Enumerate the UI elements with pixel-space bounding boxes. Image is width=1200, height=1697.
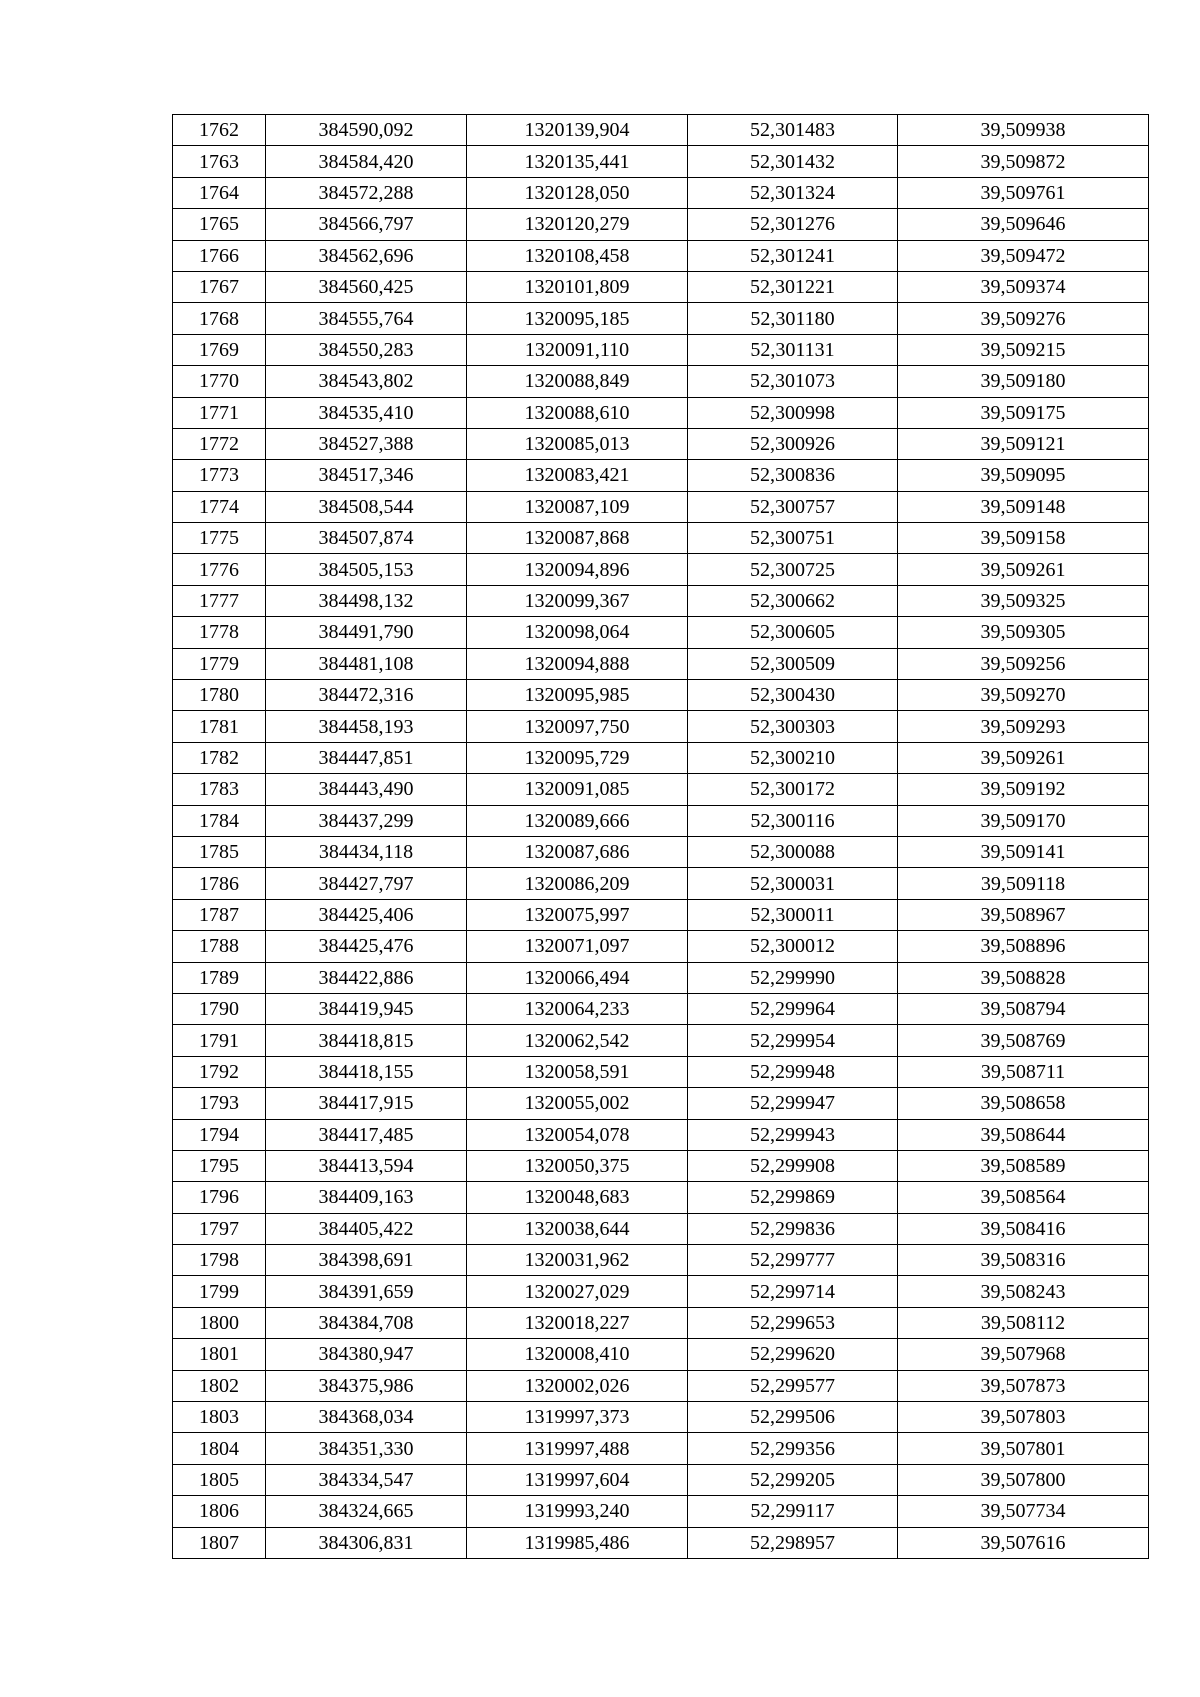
latitude-cell: 52,301221 — [688, 271, 898, 302]
point-number-cell: 1766 — [173, 240, 266, 271]
longitude-cell: 39,509325 — [898, 585, 1149, 616]
longitude-cell: 39,508769 — [898, 1025, 1149, 1056]
x-coordinate-cell: 384409,163 — [266, 1182, 467, 1213]
longitude-cell: 39,509293 — [898, 711, 1149, 742]
x-coordinate-cell: 384368,034 — [266, 1402, 467, 1433]
longitude-cell: 39,507968 — [898, 1339, 1149, 1370]
point-number-cell: 1805 — [173, 1464, 266, 1495]
y-coordinate-cell: 1320087,686 — [467, 836, 688, 867]
point-number-cell: 1807 — [173, 1527, 266, 1558]
point-number-cell: 1775 — [173, 523, 266, 554]
table-row — [173, 146, 1149, 177]
x-coordinate-cell: 384562,696 — [266, 240, 467, 271]
point-number-cell: 1792 — [173, 1056, 266, 1087]
x-coordinate-cell: 384437,299 — [266, 805, 467, 836]
x-coordinate-cell: 384425,476 — [266, 931, 467, 962]
y-coordinate-cell: 1320095,985 — [467, 680, 688, 711]
point-number-cell: 1794 — [173, 1119, 266, 1150]
x-coordinate-cell: 384422,886 — [266, 962, 467, 993]
y-coordinate-cell: 1320097,750 — [467, 711, 688, 742]
latitude-cell: 52,299954 — [688, 1025, 898, 1056]
x-coordinate-cell: 384543,802 — [266, 366, 467, 397]
latitude-cell: 52,300926 — [688, 428, 898, 459]
longitude-cell: 39,509761 — [898, 177, 1149, 208]
table-row — [173, 1213, 1149, 1244]
latitude-cell: 52,301432 — [688, 146, 898, 177]
latitude-cell: 52,301276 — [688, 209, 898, 240]
table-row — [173, 177, 1149, 208]
y-coordinate-cell: 1320091,085 — [467, 774, 688, 805]
latitude-cell: 52,299653 — [688, 1307, 898, 1338]
table-row — [173, 711, 1149, 742]
table-row — [173, 617, 1149, 648]
latitude-cell: 52,300757 — [688, 491, 898, 522]
table-row — [173, 397, 1149, 428]
point-number-cell: 1779 — [173, 648, 266, 679]
y-coordinate-cell: 1320031,962 — [467, 1245, 688, 1276]
longitude-cell: 39,508967 — [898, 899, 1149, 930]
table-row — [173, 1339, 1149, 1370]
x-coordinate-cell: 384405,422 — [266, 1213, 467, 1244]
y-coordinate-cell: 1320075,997 — [467, 899, 688, 930]
y-coordinate-cell: 1320091,110 — [467, 334, 688, 365]
point-number-cell: 1782 — [173, 742, 266, 773]
latitude-cell: 52,299714 — [688, 1276, 898, 1307]
latitude-cell: 52,300088 — [688, 836, 898, 867]
point-number-cell: 1772 — [173, 428, 266, 459]
table-row — [173, 1307, 1149, 1338]
x-coordinate-cell: 384555,764 — [266, 303, 467, 334]
point-number-cell: 1791 — [173, 1025, 266, 1056]
x-coordinate-cell: 384505,153 — [266, 554, 467, 585]
y-coordinate-cell: 1320139,904 — [467, 115, 688, 146]
table-row — [173, 523, 1149, 554]
point-number-cell: 1780 — [173, 680, 266, 711]
point-number-cell: 1781 — [173, 711, 266, 742]
longitude-cell: 39,509215 — [898, 334, 1149, 365]
y-coordinate-cell: 1320055,002 — [467, 1088, 688, 1119]
latitude-cell: 52,298957 — [688, 1527, 898, 1558]
x-coordinate-cell: 384443,490 — [266, 774, 467, 805]
latitude-cell: 52,300605 — [688, 617, 898, 648]
point-number-cell: 1763 — [173, 146, 266, 177]
longitude-cell: 39,508112 — [898, 1307, 1149, 1338]
x-coordinate-cell: 384560,425 — [266, 271, 467, 302]
table-row — [173, 774, 1149, 805]
y-coordinate-cell: 1320099,367 — [467, 585, 688, 616]
point-number-cell: 1774 — [173, 491, 266, 522]
point-number-cell: 1783 — [173, 774, 266, 805]
point-number-cell: 1789 — [173, 962, 266, 993]
table-row — [173, 1088, 1149, 1119]
latitude-cell: 52,299908 — [688, 1150, 898, 1181]
x-coordinate-cell: 384481,108 — [266, 648, 467, 679]
x-coordinate-cell: 384425,406 — [266, 899, 467, 930]
latitude-cell: 52,299777 — [688, 1245, 898, 1276]
table-row — [173, 1276, 1149, 1307]
latitude-cell: 52,300836 — [688, 460, 898, 491]
longitude-cell: 39,507616 — [898, 1527, 1149, 1558]
point-number-cell: 1800 — [173, 1307, 266, 1338]
point-number-cell: 1802 — [173, 1370, 266, 1401]
x-coordinate-cell: 384391,659 — [266, 1276, 467, 1307]
longitude-cell: 39,509261 — [898, 554, 1149, 585]
longitude-cell: 39,509095 — [898, 460, 1149, 491]
longitude-cell: 39,507801 — [898, 1433, 1149, 1464]
table-row — [173, 1245, 1149, 1276]
y-coordinate-cell: 1320095,185 — [467, 303, 688, 334]
x-coordinate-cell: 384507,874 — [266, 523, 467, 554]
x-coordinate-cell: 384472,316 — [266, 680, 467, 711]
y-coordinate-cell: 1319997,604 — [467, 1464, 688, 1495]
y-coordinate-cell: 1320120,279 — [467, 209, 688, 240]
table-row — [173, 1496, 1149, 1527]
longitude-cell: 39,509872 — [898, 146, 1149, 177]
point-number-cell: 1787 — [173, 899, 266, 930]
point-number-cell: 1767 — [173, 271, 266, 302]
y-coordinate-cell: 1320071,097 — [467, 931, 688, 962]
y-coordinate-cell: 1320087,868 — [467, 523, 688, 554]
y-coordinate-cell: 1320062,542 — [467, 1025, 688, 1056]
x-coordinate-cell: 384413,594 — [266, 1150, 467, 1181]
latitude-cell: 52,299205 — [688, 1464, 898, 1495]
point-number-cell: 1784 — [173, 805, 266, 836]
y-coordinate-cell: 1320095,729 — [467, 742, 688, 773]
latitude-cell: 52,301073 — [688, 366, 898, 397]
longitude-cell: 39,508589 — [898, 1150, 1149, 1181]
longitude-cell: 39,509158 — [898, 523, 1149, 554]
table-row — [173, 1150, 1149, 1181]
table-row — [173, 554, 1149, 585]
y-coordinate-cell: 1320048,683 — [467, 1182, 688, 1213]
x-coordinate-cell: 384508,544 — [266, 491, 467, 522]
y-coordinate-cell: 1320064,233 — [467, 993, 688, 1024]
coordinates-table-body — [173, 115, 1149, 1559]
table-row — [173, 1056, 1149, 1087]
table-row — [173, 460, 1149, 491]
point-number-cell: 1765 — [173, 209, 266, 240]
latitude-cell: 52,299117 — [688, 1496, 898, 1527]
table-row — [173, 366, 1149, 397]
x-coordinate-cell: 384572,288 — [266, 177, 467, 208]
longitude-cell: 39,509141 — [898, 836, 1149, 867]
point-number-cell: 1795 — [173, 1150, 266, 1181]
x-coordinate-cell: 384398,691 — [266, 1245, 467, 1276]
longitude-cell: 39,509180 — [898, 366, 1149, 397]
longitude-cell: 39,509118 — [898, 868, 1149, 899]
y-coordinate-cell: 1320085,013 — [467, 428, 688, 459]
x-coordinate-cell: 384351,330 — [266, 1433, 467, 1464]
point-number-cell: 1796 — [173, 1182, 266, 1213]
point-number-cell: 1776 — [173, 554, 266, 585]
x-coordinate-cell: 384418,155 — [266, 1056, 467, 1087]
y-coordinate-cell: 1319997,373 — [467, 1402, 688, 1433]
longitude-cell: 39,507873 — [898, 1370, 1149, 1401]
table-row — [173, 303, 1149, 334]
table-row — [173, 1182, 1149, 1213]
latitude-cell: 52,299620 — [688, 1339, 898, 1370]
table-row — [173, 680, 1149, 711]
longitude-cell: 39,509276 — [898, 303, 1149, 334]
y-coordinate-cell: 1319985,486 — [467, 1527, 688, 1558]
longitude-cell: 39,508564 — [898, 1182, 1149, 1213]
point-number-cell: 1801 — [173, 1339, 266, 1370]
longitude-cell: 39,509374 — [898, 271, 1149, 302]
y-coordinate-cell: 1320038,644 — [467, 1213, 688, 1244]
point-number-cell: 1773 — [173, 460, 266, 491]
longitude-cell: 39,509175 — [898, 397, 1149, 428]
latitude-cell: 52,301324 — [688, 177, 898, 208]
point-number-cell: 1768 — [173, 303, 266, 334]
longitude-cell: 39,508828 — [898, 962, 1149, 993]
latitude-cell: 52,300430 — [688, 680, 898, 711]
y-coordinate-cell: 1320088,610 — [467, 397, 688, 428]
table-row — [173, 1119, 1149, 1150]
x-coordinate-cell: 384535,410 — [266, 397, 467, 428]
longitude-cell: 39,509256 — [898, 648, 1149, 679]
table-row — [173, 805, 1149, 836]
x-coordinate-cell: 384434,118 — [266, 836, 467, 867]
y-coordinate-cell: 1320094,888 — [467, 648, 688, 679]
x-coordinate-cell: 384491,790 — [266, 617, 467, 648]
point-number-cell: 1764 — [173, 177, 266, 208]
latitude-cell: 52,299943 — [688, 1119, 898, 1150]
y-coordinate-cell: 1320008,410 — [467, 1339, 688, 1370]
x-coordinate-cell: 384566,797 — [266, 209, 467, 240]
point-number-cell: 1788 — [173, 931, 266, 962]
table-row — [173, 428, 1149, 459]
longitude-cell: 39,509121 — [898, 428, 1149, 459]
point-number-cell: 1778 — [173, 617, 266, 648]
x-coordinate-cell: 384375,986 — [266, 1370, 467, 1401]
point-number-cell: 1777 — [173, 585, 266, 616]
latitude-cell: 52,301131 — [688, 334, 898, 365]
x-coordinate-cell: 384498,132 — [266, 585, 467, 616]
point-number-cell: 1786 — [173, 868, 266, 899]
table-row — [173, 491, 1149, 522]
table-row — [173, 899, 1149, 930]
y-coordinate-cell: 1320108,458 — [467, 240, 688, 271]
x-coordinate-cell: 384384,708 — [266, 1307, 467, 1338]
x-coordinate-cell: 384306,831 — [266, 1527, 467, 1558]
longitude-cell: 39,508711 — [898, 1056, 1149, 1087]
latitude-cell: 52,299869 — [688, 1182, 898, 1213]
latitude-cell: 52,300116 — [688, 805, 898, 836]
point-number-cell: 1799 — [173, 1276, 266, 1307]
point-number-cell: 1806 — [173, 1496, 266, 1527]
latitude-cell: 52,300172 — [688, 774, 898, 805]
x-coordinate-cell: 384419,945 — [266, 993, 467, 1024]
latitude-cell: 52,300998 — [688, 397, 898, 428]
latitude-cell: 52,300725 — [688, 554, 898, 585]
longitude-cell: 39,507734 — [898, 1496, 1149, 1527]
longitude-cell: 39,508644 — [898, 1119, 1149, 1150]
longitude-cell: 39,507803 — [898, 1402, 1149, 1433]
y-coordinate-cell: 1320050,375 — [467, 1150, 688, 1181]
longitude-cell: 39,509170 — [898, 805, 1149, 836]
y-coordinate-cell: 1320098,064 — [467, 617, 688, 648]
longitude-cell: 39,509472 — [898, 240, 1149, 271]
point-number-cell: 1797 — [173, 1213, 266, 1244]
latitude-cell: 52,300012 — [688, 931, 898, 962]
latitude-cell: 52,300662 — [688, 585, 898, 616]
latitude-cell: 52,300031 — [688, 868, 898, 899]
longitude-cell: 39,508416 — [898, 1213, 1149, 1244]
longitude-cell: 39,508794 — [898, 993, 1149, 1024]
table-row — [173, 209, 1149, 240]
x-coordinate-cell: 384527,388 — [266, 428, 467, 459]
point-number-cell: 1762 — [173, 115, 266, 146]
point-number-cell: 1804 — [173, 1433, 266, 1464]
latitude-cell: 52,301241 — [688, 240, 898, 271]
longitude-cell: 39,509261 — [898, 742, 1149, 773]
table-row — [173, 962, 1149, 993]
longitude-cell: 39,509305 — [898, 617, 1149, 648]
table-row — [173, 1527, 1149, 1558]
table-row — [173, 115, 1149, 146]
y-coordinate-cell: 1320094,896 — [467, 554, 688, 585]
point-number-cell: 1769 — [173, 334, 266, 365]
longitude-cell: 39,509192 — [898, 774, 1149, 805]
y-coordinate-cell: 1320027,029 — [467, 1276, 688, 1307]
point-number-cell: 1803 — [173, 1402, 266, 1433]
x-coordinate-cell: 384447,851 — [266, 742, 467, 773]
latitude-cell: 52,299964 — [688, 993, 898, 1024]
y-coordinate-cell: 1320089,666 — [467, 805, 688, 836]
latitude-cell: 52,299506 — [688, 1402, 898, 1433]
y-coordinate-cell: 1320135,441 — [467, 146, 688, 177]
x-coordinate-cell: 384590,092 — [266, 115, 467, 146]
table-row — [173, 1370, 1149, 1401]
y-coordinate-cell: 1320083,421 — [467, 460, 688, 491]
point-number-cell: 1785 — [173, 836, 266, 867]
table-row — [173, 993, 1149, 1024]
y-coordinate-cell: 1320128,050 — [467, 177, 688, 208]
latitude-cell: 52,301483 — [688, 115, 898, 146]
longitude-cell: 39,507800 — [898, 1464, 1149, 1495]
x-coordinate-cell: 384324,665 — [266, 1496, 467, 1527]
point-number-cell: 1770 — [173, 366, 266, 397]
table-row — [173, 1402, 1149, 1433]
latitude-cell: 52,299577 — [688, 1370, 898, 1401]
table-row — [173, 648, 1149, 679]
y-coordinate-cell: 1320054,078 — [467, 1119, 688, 1150]
y-coordinate-cell: 1320101,809 — [467, 271, 688, 302]
longitude-cell: 39,508316 — [898, 1245, 1149, 1276]
table-row — [173, 271, 1149, 302]
latitude-cell: 52,300751 — [688, 523, 898, 554]
latitude-cell: 52,300509 — [688, 648, 898, 679]
longitude-cell: 39,509148 — [898, 491, 1149, 522]
table-row — [173, 240, 1149, 271]
table-row — [173, 868, 1149, 899]
x-coordinate-cell: 384334,547 — [266, 1464, 467, 1495]
latitude-cell: 52,299948 — [688, 1056, 898, 1087]
x-coordinate-cell: 384458,193 — [266, 711, 467, 742]
y-coordinate-cell: 1320066,494 — [467, 962, 688, 993]
longitude-cell: 39,509270 — [898, 680, 1149, 711]
table-row — [173, 742, 1149, 773]
y-coordinate-cell: 1320087,109 — [467, 491, 688, 522]
longitude-cell: 39,508658 — [898, 1088, 1149, 1119]
latitude-cell: 52,301180 — [688, 303, 898, 334]
latitude-cell: 52,300210 — [688, 742, 898, 773]
y-coordinate-cell: 1320002,026 — [467, 1370, 688, 1401]
longitude-cell: 39,508896 — [898, 931, 1149, 962]
table-row — [173, 931, 1149, 962]
point-number-cell: 1798 — [173, 1245, 266, 1276]
longitude-cell: 39,508243 — [898, 1276, 1149, 1307]
table-row — [173, 585, 1149, 616]
x-coordinate-cell: 384417,485 — [266, 1119, 467, 1150]
table-row — [173, 836, 1149, 867]
x-coordinate-cell: 384584,420 — [266, 146, 467, 177]
latitude-cell: 52,300303 — [688, 711, 898, 742]
x-coordinate-cell: 384517,346 — [266, 460, 467, 491]
y-coordinate-cell: 1319993,240 — [467, 1496, 688, 1527]
latitude-cell: 52,299947 — [688, 1088, 898, 1119]
y-coordinate-cell: 1320018,227 — [467, 1307, 688, 1338]
y-coordinate-cell: 1320086,209 — [467, 868, 688, 899]
y-coordinate-cell: 1319997,488 — [467, 1433, 688, 1464]
y-coordinate-cell: 1320058,591 — [467, 1056, 688, 1087]
point-number-cell: 1793 — [173, 1088, 266, 1119]
coordinates-table — [172, 114, 1149, 1559]
x-coordinate-cell: 384427,797 — [266, 868, 467, 899]
longitude-cell: 39,509646 — [898, 209, 1149, 240]
point-number-cell: 1790 — [173, 993, 266, 1024]
x-coordinate-cell: 384418,815 — [266, 1025, 467, 1056]
x-coordinate-cell: 384380,947 — [266, 1339, 467, 1370]
table-row — [173, 1025, 1149, 1056]
point-number-cell: 1771 — [173, 397, 266, 428]
table-row — [173, 1464, 1149, 1495]
latitude-cell: 52,300011 — [688, 899, 898, 930]
latitude-cell: 52,299836 — [688, 1213, 898, 1244]
table-row — [173, 334, 1149, 365]
x-coordinate-cell: 384417,915 — [266, 1088, 467, 1119]
table-row — [173, 1433, 1149, 1464]
y-coordinate-cell: 1320088,849 — [467, 366, 688, 397]
longitude-cell: 39,509938 — [898, 115, 1149, 146]
latitude-cell: 52,299990 — [688, 962, 898, 993]
latitude-cell: 52,299356 — [688, 1433, 898, 1464]
x-coordinate-cell: 384550,283 — [266, 334, 467, 365]
